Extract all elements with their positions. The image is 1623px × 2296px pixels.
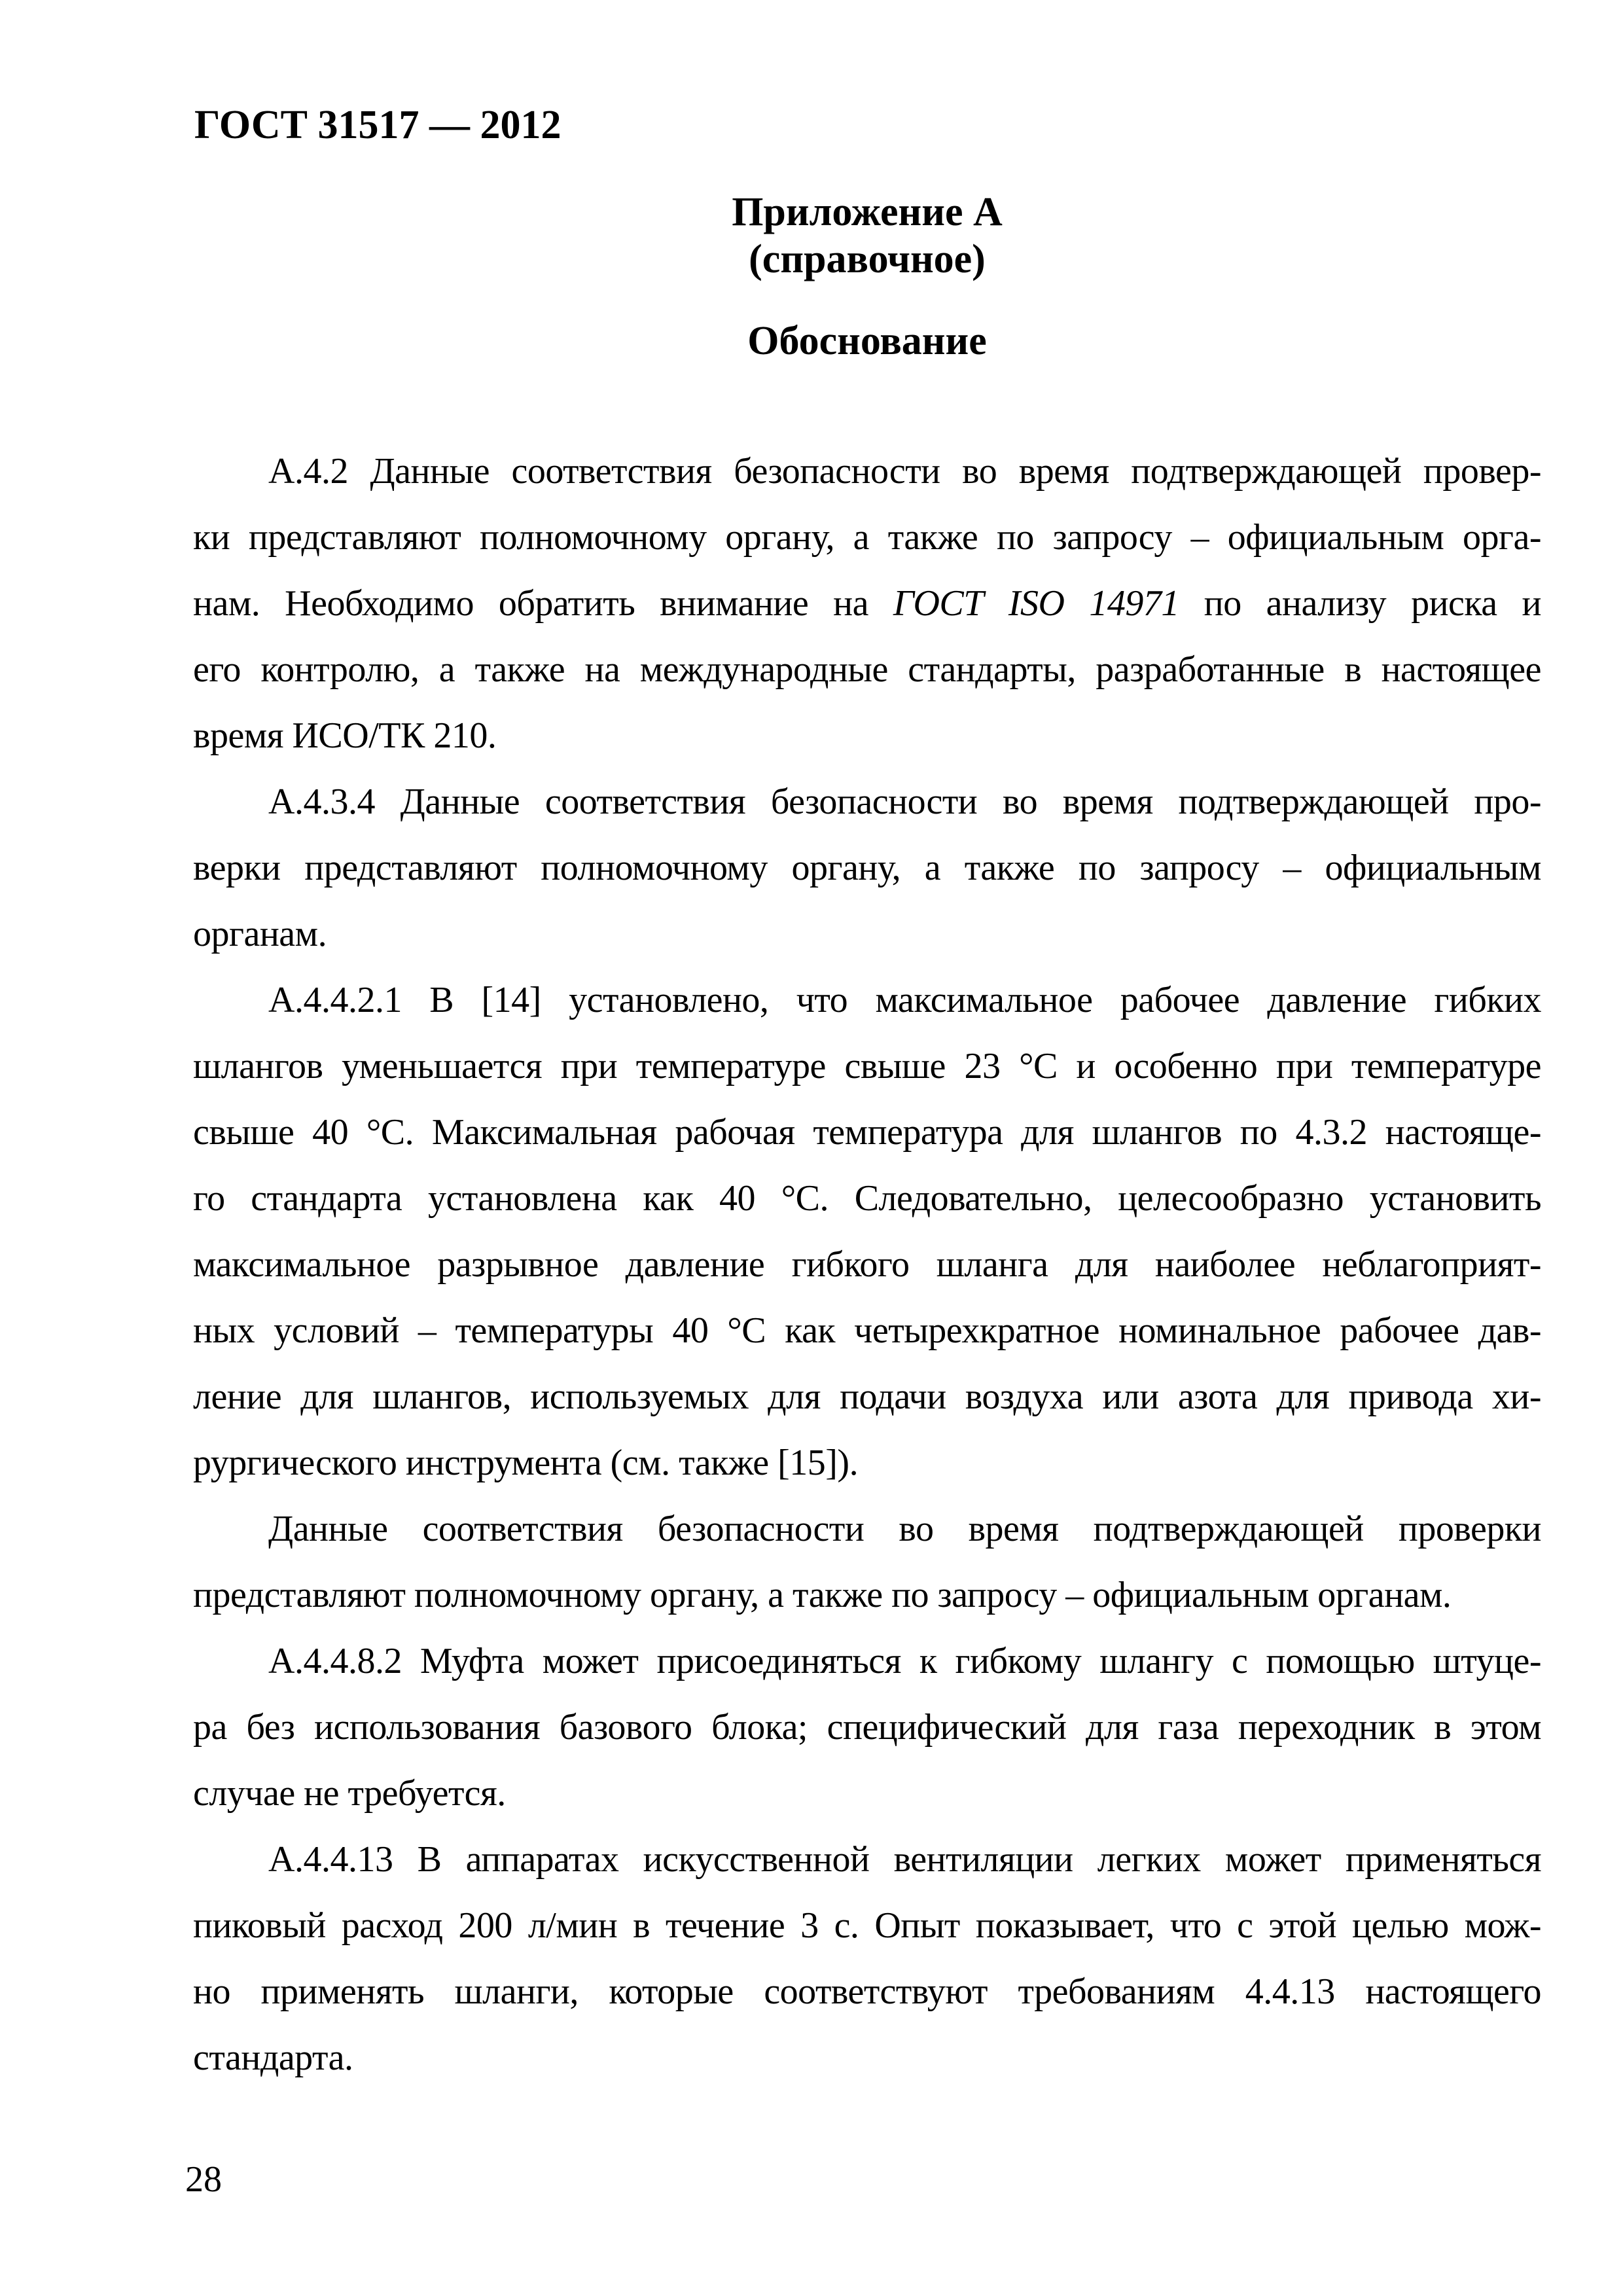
text-line (193, 439, 1541, 505)
text-line (193, 901, 1541, 967)
text-line (193, 1496, 1541, 1562)
text-run: стандарта. (193, 2037, 353, 2078)
appendix-type-label: (справочное) (749, 237, 986, 281)
text-run: А.4.4.8.2 Муфта может присоединяться к гибкому шлангу с помощью штуце- (268, 1641, 1541, 1681)
text-run: ра без использования базового блока; специфический для газа переходник в этом (193, 1707, 1541, 1748)
text-run: нам. Необходимо обратить внимание на (193, 583, 893, 624)
standard-reference-italic: ГОСТ ISO 14971 (893, 583, 1179, 624)
text-line (193, 967, 1541, 1033)
text-line (193, 1100, 1541, 1166)
text-line (193, 1430, 1541, 1496)
text-run: максимальное разрывное давление гибкого шланга для наиболее неблагоприят- (193, 1244, 1541, 1285)
text-line (193, 1628, 1541, 1695)
text-run: органам. (193, 914, 327, 954)
text-run: го стандарта установлена как 40 °С. Следовательно, целесообразно установить (193, 1178, 1541, 1219)
text-run: свыше 40 °С. Максимальная рабочая температура для шлангов по 4.3.2 настояще- (193, 1112, 1541, 1153)
paragraph (193, 1628, 1541, 1827)
text-run: случае не требуется. (193, 1773, 506, 1814)
appendix-title: Приложение А (732, 190, 1003, 234)
text-line (193, 2025, 1541, 2091)
text-line (193, 703, 1541, 769)
text-line (193, 505, 1541, 571)
text-run: время ИСО/ТК 210. (193, 715, 497, 756)
text-run: А.4.4.2.1 В [14] установлено, что максимальное рабочее давление гибких (268, 980, 1541, 1020)
text-line (193, 1761, 1541, 1827)
running-header: ГОСТ 31517 — 2012 (194, 103, 562, 147)
text-line (193, 637, 1541, 703)
text-run: шлангов уменьшается при температуре свыше 23 °С и особенно при температуре (193, 1046, 1541, 1086)
text-run: пиковый расход 200 л/мин в течение 3 с. Опыт показывает, что с этой целью мож- (193, 1905, 1541, 1946)
text-run: А.4.4.13 В аппаратах искусственной вентиляции легких может применяться (268, 1839, 1541, 1880)
paragraph (193, 769, 1541, 967)
text-line (193, 1827, 1541, 1893)
text-line (193, 1893, 1541, 1959)
text-run: А.4.2 Данные соответствия безопасности во время подтверждающей провер- (268, 451, 1541, 492)
text-run: представляют полномочному органу, а также по запросу – официальным органам. (193, 1575, 1452, 1615)
text-line (193, 1166, 1541, 1232)
text-run: ки представляют полномочному органу, а также по запросу – официальным орга- (193, 517, 1541, 558)
text-run: ных условий – температуры 40 °С как четырехкратное номинальное рабочее дав- (193, 1310, 1541, 1351)
text-run: Данные соответствия безопасности во время подтверждающей проверки (268, 1509, 1541, 1549)
text-line (193, 1562, 1541, 1628)
text-run: по анализу риска и (1179, 583, 1541, 624)
text-run: ление для шлангов, используемых для подачи воздуха или азота для привода хи- (193, 1376, 1541, 1417)
text-run: рургического инструмента (см. также [15]). (193, 1443, 859, 1483)
text-line (193, 1232, 1541, 1298)
text-run: верки представляют полномочному органу, а также по запросу – официальным (193, 848, 1541, 888)
text-line (193, 1959, 1541, 2025)
text-line (193, 1033, 1541, 1100)
page-number: 28 (185, 2159, 222, 2200)
text-line (193, 1695, 1541, 1761)
paragraph (193, 967, 1541, 1496)
text-line (193, 571, 1541, 637)
paragraph (193, 439, 1541, 769)
text-run: А.4.3.4 Данные соответствия безопасности во время подтверждающей про- (268, 781, 1541, 822)
appendix-subtitle: Обоснование (747, 319, 987, 363)
document-body (193, 439, 1541, 2091)
text-line (193, 1364, 1541, 1430)
text-line (193, 769, 1541, 835)
text-run: его контролю, а также на международные стандарты, разработанные в настоящее (193, 649, 1541, 690)
text-run: но применять шланги, которые соответствуют требованиям 4.4.13 настоящего (193, 1971, 1541, 2012)
text-line (193, 835, 1541, 901)
text-line (193, 1298, 1541, 1364)
paragraph (193, 1496, 1541, 1628)
paragraph (193, 1827, 1541, 2091)
